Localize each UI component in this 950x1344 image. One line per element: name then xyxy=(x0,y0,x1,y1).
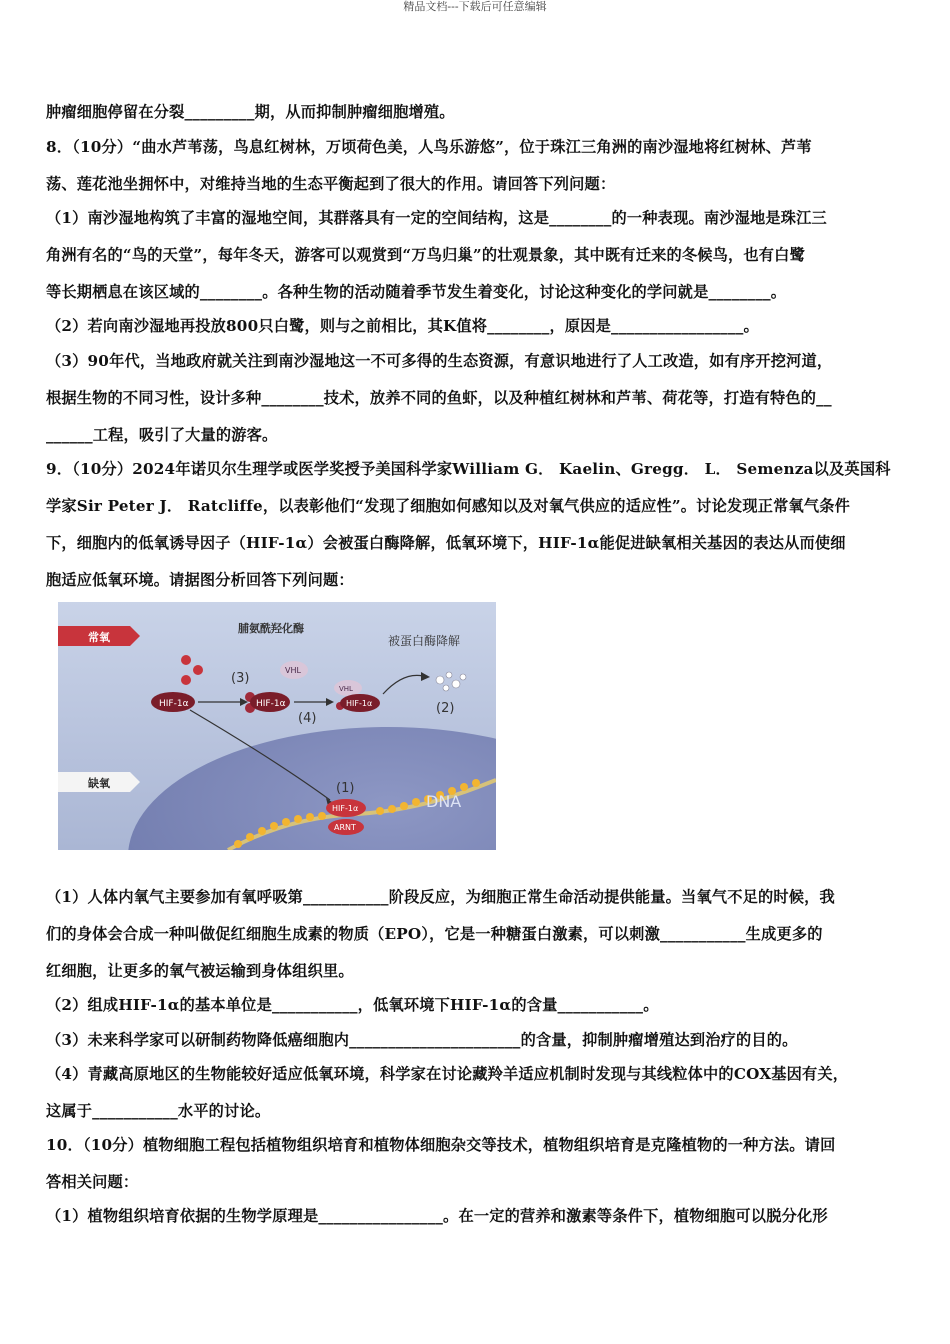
dna-label: DNA xyxy=(426,792,462,811)
hif-label: HIF-1α xyxy=(332,804,359,813)
hif-label: HIF-1α xyxy=(256,699,286,709)
step-label: (1) xyxy=(336,781,355,796)
step-label: (2) xyxy=(436,701,455,716)
hif-label: HIF-1α xyxy=(346,699,373,708)
o2-molecule xyxy=(181,675,191,685)
hif-label: HIF-1α xyxy=(159,699,189,709)
step-label: (3) xyxy=(231,671,250,686)
degrade-label: 被蛋白酶降解 xyxy=(388,634,461,648)
text-line: 荡、莲花池坐拥怀中，对维持当地的生态平衡起到了很大的作用。请回答下列问题： xyxy=(46,175,616,193)
text-line: 红细胞，让更多的氧气被运输到身体组织里。 xyxy=(46,962,354,980)
text-line: 答相关问题： xyxy=(46,1173,139,1191)
hypoxia-label: 缺氧 xyxy=(88,777,110,790)
text-line: 们的身体会合成一种叫做促红细胞生成素的物质（EPO），它是一种糖蛋白激素，可以刺激___________生成更多的 xyxy=(46,925,823,943)
arnt-label: ARNT xyxy=(334,823,356,832)
text-line: 10．（10分）植物细胞工程包括植物组织培育和植物体细胞杂交等技术，植物组织培育是克隆植物的一种方法。请回 xyxy=(46,1136,836,1154)
text-line: ______工程，吸引了大量的游客。 xyxy=(46,426,278,444)
step-label: (4) xyxy=(298,711,317,726)
normoxia-label: 常氧 xyxy=(88,631,110,644)
text-line: （1）南沙湿地构筑了丰富的湿地空间，其群落具有一定的空间结构，这是________的一种表现。南沙湿地是珠江三 xyxy=(46,209,827,227)
text-line: 等长期栖息在该区域的________。各种生物的活动随着季节发生着变化，讨论这种变化的学问就是________。 xyxy=(46,283,787,301)
text-line: 根据生物的不同习性，设计多种________技术，放养不同的鱼虾，以及种植红树林和芦苇、荷花等，打造有特色的__ xyxy=(46,389,832,407)
text-line: 角洲有名的“鸟的天堂”，每年冬天，游客可以观赏到“万鸟归巢”的壮观景象，其中既有迁来的冬候鸟，也有白鹭 xyxy=(46,246,805,264)
text-line: （2）若向南沙湿地再投放800只白鹭，则与之前相比，其K值将________，原因是_________________。 xyxy=(46,317,759,335)
text-line: （1）植物组织培育依据的生物学原理是________________。在一定的营养和激素等条件下，植物细胞可以脱分化形 xyxy=(46,1207,828,1225)
page-header: 精品文档---下载后可任意编辑 xyxy=(403,0,547,13)
text-line: 下，细胞内的低氧诱导因子（HIF-1α）会被蛋白酶降解，低氧环境下，HIF-1α能促进缺氧相关基因的表达从而使细 xyxy=(46,534,846,552)
enzyme-label: 脯氨酰羟化酶 xyxy=(238,622,304,635)
text-line: 这属于___________水平的讨论。 xyxy=(46,1102,271,1120)
text-line: （2）组成HIF-1α的基本单位是___________，低氧环境下HIF-1α的含量___________。 xyxy=(46,996,659,1014)
text-line: （1）人体内氧气主要参加有氧呼吸第___________阶段反应，为细胞正常生命活动提供能量。当氧气不足的时候，我 xyxy=(46,888,835,906)
text-line: 学家Sir Peter J． Ratcliffe，以表彰他们“发现了细胞如何感知以及对氧气供应的适应性”。讨论发现正常氧气条件 xyxy=(46,497,851,515)
text-line: （3）90年代，当地政府就关注到南沙湿地这一不可多得的生态资源，有意识地进行了人工改造，如有序开挖河道， xyxy=(46,352,833,370)
text-line: 8．（10分）“曲水芦苇荡，鸟息红树林，万顷荷色美，人鸟乐游悠”，位于珠江三角洲的南沙湿地将红树林、芦苇 xyxy=(46,138,812,156)
text-line: （3）未来科学家可以研制药物降低癌细胞内______________________的含量，抑制肿瘤增殖达到治疗的目的。 xyxy=(46,1031,798,1049)
vhl-label: VHL xyxy=(339,685,353,693)
text-line: 9．（10分）2024年诺贝尔生理学或医学奖授予美国科学家William G． Kaelin、Gregg． L． Semenza以及英国科 xyxy=(46,460,891,478)
text-line: 肿瘤细胞停留在分裂_________期，从而抑制肿瘤细胞增殖。 xyxy=(46,103,455,121)
o2-molecule xyxy=(181,655,191,665)
vhl-label: VHL xyxy=(285,666,301,675)
o2-molecule xyxy=(193,665,203,675)
text-line: （4）青藏高原地区的生物能较好适应低氧环境，科学家在讨论藏羚羊适应机制时发现与其线粒体中的COX基因有关， xyxy=(46,1065,849,1083)
text-line: 胞适应低氧环境。请据图分析回答下列问题： xyxy=(46,571,354,589)
hif-pathway-figure xyxy=(58,602,496,850)
